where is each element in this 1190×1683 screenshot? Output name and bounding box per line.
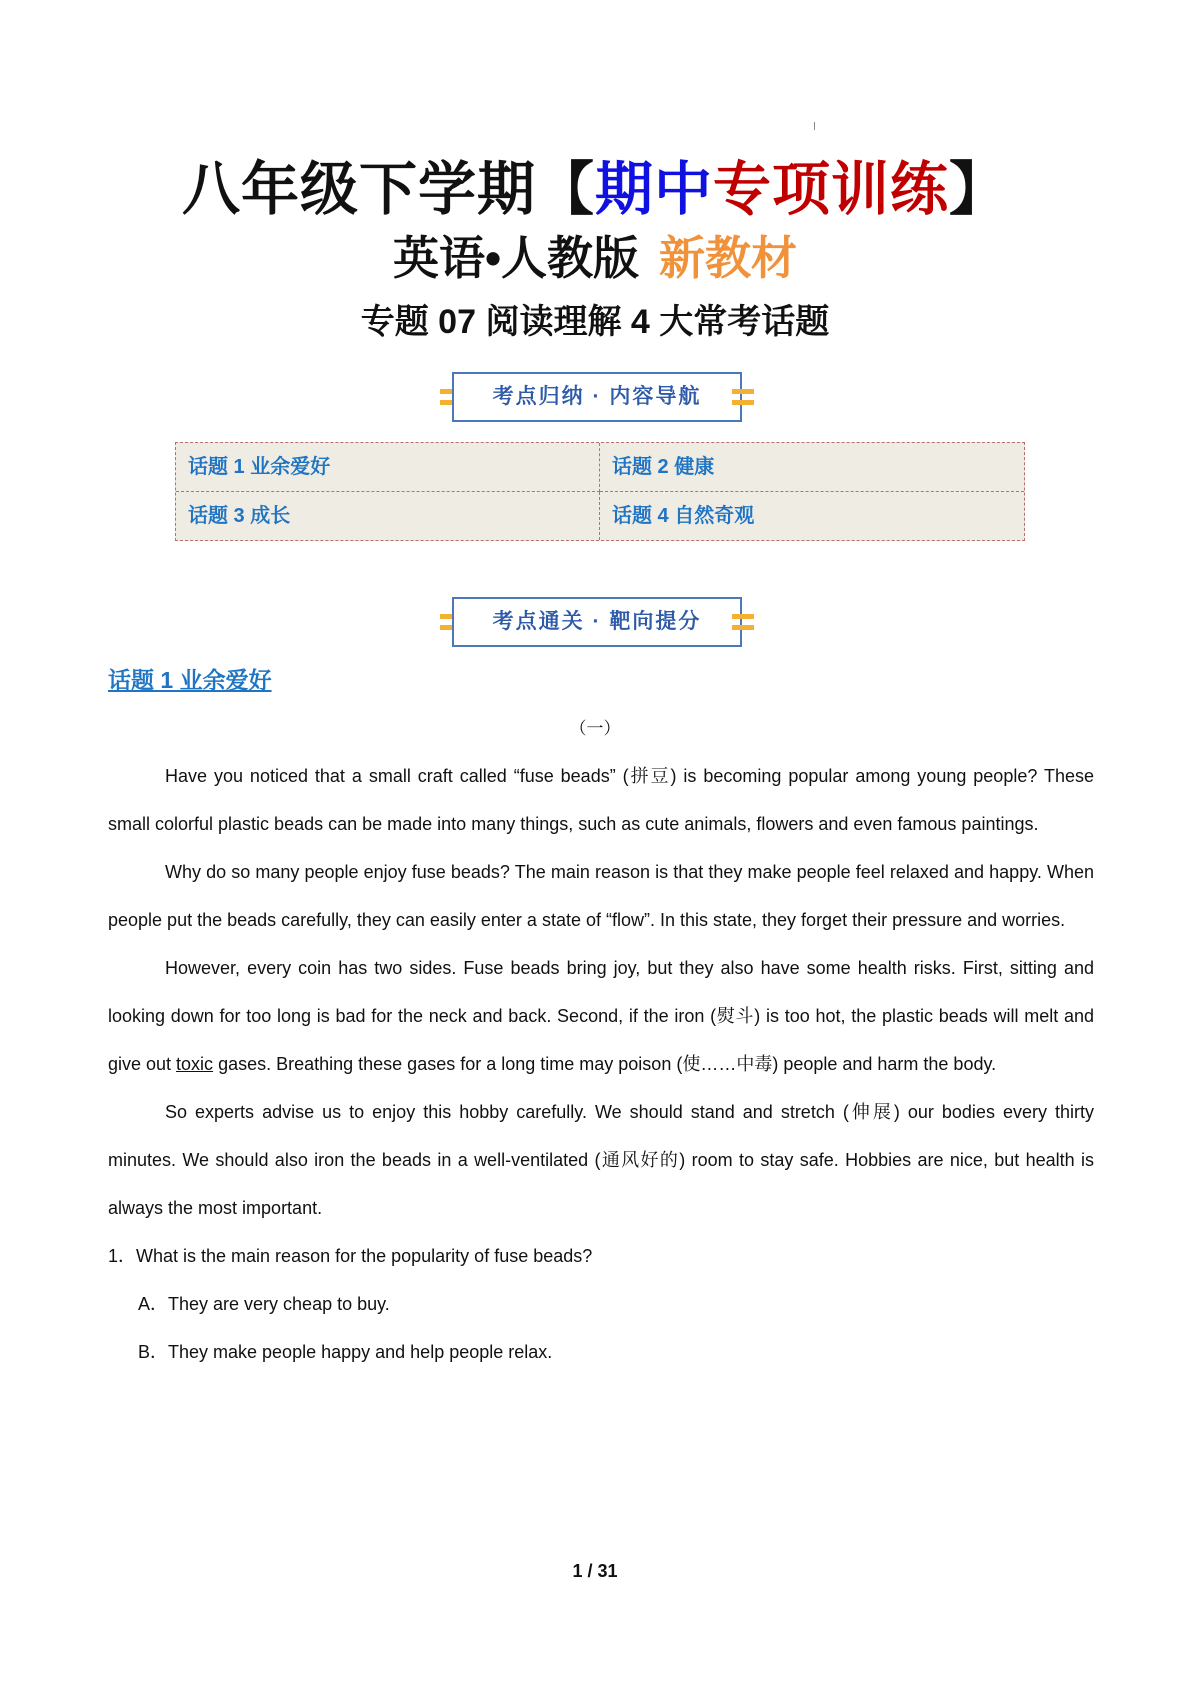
document-subtitle [0, 222, 1190, 288]
paragraph: Why do so many people enjoy fuse beads? The main reason is that they make people feel relaxed and happy. When people put the beads carefully, they can easily enter a state of “flow”. In this state, they forget their pressure and worries. [108, 862, 1094, 930]
option-b: B．They make people happy and help people relax. [138, 1342, 553, 1362]
underlined-word: toxic [176, 1054, 214, 1074]
badge-practice: 考点通关 · 靶向提分 [452, 597, 742, 647]
passage-number: （一） [569, 719, 621, 739]
paragraph-text: gases. Breathing these gases for a long time may poison (使……中毒) people and harm the body. [213, 1054, 997, 1074]
topic-navigation-table [175, 442, 1025, 541]
option-a: A．They are very cheap to buy. [138, 1294, 390, 1314]
title-prefix: 八年级下学期【 [181, 157, 595, 222]
nav-topic-2[interactable]: 话题 2 健康 [600, 443, 1024, 492]
badge-content-navigation: 考点归纳 · 内容导航 [452, 372, 742, 422]
paragraph [108, 944, 1094, 1088]
nav-topic-3[interactable]: 话题 3 成长 [176, 492, 600, 540]
paragraph: So experts advise us to enjoy this hobby carefully. We should stand and stretch (伸展) our bodies every thirty minutes. We should also iron the beads in a well-ventilated (通风好的) room to stay safe. Hobbies are nice, but health is always the most important. [108, 1102, 1094, 1218]
page-number: 1 / 31 [572, 1561, 618, 1581]
section-heading-link[interactable]: 话题 1 业余爱好 [108, 667, 272, 693]
badge-decoration-icon [732, 614, 754, 630]
paragraph-text: However, every coin has two sides. Fuse beads bring joy, but they also have some health risks. First, sitting and looking down for too long is bad for the neck and back. Second, if the iron (熨斗) is too hot, the plastic beads will melt and give out [108, 958, 1094, 1074]
nav-topic-4[interactable]: 话题 4 自然奇观 [612, 505, 755, 527]
subtitle-main: 英语•人教版 [392, 232, 640, 284]
title-suffix: 】 [949, 157, 1009, 222]
nav-topic-1[interactable]: 话题 1 业余爱好 [176, 443, 600, 492]
paragraph: Have you noticed that a small craft called “fuse beads” (拼豆) is becoming popular among young people? These small colorful plastic beads can be made into many things, such as cute animals, flowers and even famous paintings. [108, 766, 1094, 834]
subtitle-accent: 新教材 [659, 232, 798, 284]
passage [108, 752, 1094, 1376]
title-blue: 期中 [594, 157, 713, 222]
title-red: 专项训练 [713, 157, 950, 222]
badge-decoration-icon [732, 389, 754, 405]
document-title [0, 142, 1190, 226]
question: 1．What is the main reason for the popularity of fuse beads? [108, 1246, 593, 1266]
margin-mark [814, 122, 815, 130]
topic-title: 专题 07 阅读理解 4 大常考话题 [360, 303, 830, 341]
